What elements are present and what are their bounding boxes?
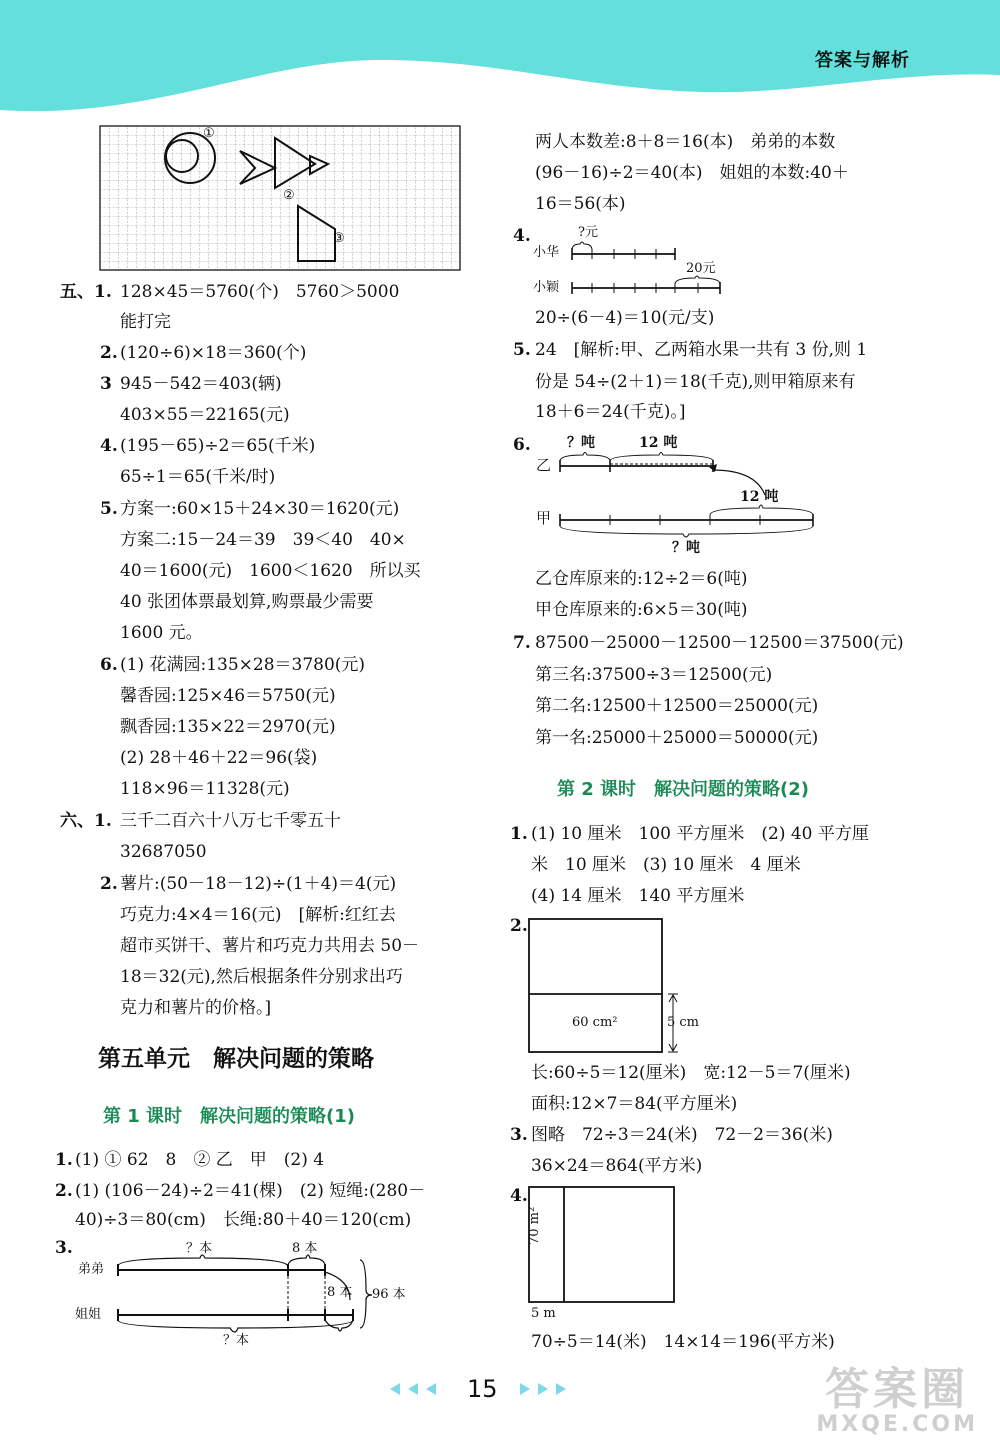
diag-xiaohua: 小华	[533, 245, 560, 260]
diag-xiaoying: 小颖	[533, 280, 560, 295]
r-q7-line1: 87500－25000－12500－12500＝37500(元)	[535, 633, 904, 653]
rectangle-diagram-1	[528, 918, 708, 1054]
q5-6-line1: (1) 花满园:135×28＝3780(元)	[120, 655, 366, 675]
r-top-line3: 16＝56(本)	[535, 194, 626, 214]
q5-6-line3: 飘香园:135×22＝2970(元)	[120, 717, 336, 737]
q5-1-line2: 能打完	[120, 312, 171, 332]
q5-5-line2: 方案二:15－24＝39 39＜40 40×	[120, 530, 406, 550]
l2-q2-line2: 面积:12×7＝84(平方厘米)	[531, 1094, 738, 1114]
grid-label-2: ②	[283, 188, 295, 203]
q6-2-line1: 薯片:(50－18－12)÷(1＋4)＝4(元)	[120, 874, 397, 894]
watermark-logo	[816, 1364, 978, 1437]
diag-eight-side: 8 本	[327, 1285, 353, 1300]
rect2-side: 5 m	[531, 1306, 556, 1321]
diag-q-top: ？本	[186, 1241, 213, 1256]
diag-brother: 弟弟	[78, 1262, 105, 1277]
q5-4-line1: (195－65)÷2＝65(千米)	[120, 436, 316, 456]
r-q4-answer: 20÷(6－4)＝10(元/支)	[535, 308, 715, 328]
q5-6-line4: (2) 28＋46＋22＝96(袋)	[120, 748, 318, 768]
r-q6-line1: 乙仓库原来的:12÷2＝6(吨)	[535, 569, 748, 589]
rectangle-diagram-2	[528, 1186, 678, 1304]
diag-yi: 乙	[536, 456, 552, 474]
q6-1-line1: 三千二百六十八万七千零五十	[120, 811, 341, 831]
q5-3-num: 3	[100, 374, 112, 394]
l2-q1-num: 1.	[510, 824, 528, 844]
l2-q1-line1: (1) 10 厘米 100 平方厘米 (2) 40 平方厘	[531, 824, 869, 844]
r-top-line2: (96－16)÷2＝40(本) 姐姐的本数:40＋	[535, 163, 849, 183]
l2-q2-line1: 长:60÷5＝12(厘米) 宽:12－5＝7(厘米)	[531, 1063, 851, 1083]
diag-q-yuan: ?元	[578, 225, 598, 240]
diag-twelve-ton-2: 12 吨	[740, 489, 779, 505]
r-q5-line1: 24 [解析:甲、乙两箱水果一共有 3 份,则 1	[535, 340, 868, 360]
q6-2-line5: 克力和薯片的价格。]	[120, 998, 272, 1018]
q5-6-num: 6.	[100, 655, 118, 675]
q5-5-line1: 方案一:60×15＋24×30＝1620(元)	[120, 499, 400, 519]
grid-figure	[100, 126, 462, 272]
rect1-side: 5 cm	[667, 1015, 700, 1030]
r-q7-line4: 第一名:25000＋25000＝50000(元)	[535, 728, 819, 748]
l2-q3-line1: 图略 72÷3＝24(米) 72－2＝36(米)	[531, 1125, 833, 1145]
q5-2-num: 2.	[100, 343, 118, 363]
diag-q-bottom: ？本	[223, 1333, 250, 1348]
r-q5-line3: 18＋6＝24(千克)。]	[535, 402, 686, 422]
diag-total: 96 本	[372, 1287, 406, 1302]
q5-6-line5: 118×96＝11328(元)	[120, 779, 290, 799]
r-q6-line2: 甲仓库原来的:6×5＝30(吨)	[535, 600, 748, 620]
q6-2-line2: 巧克力:4×4＝16(元) [解析:红红去	[120, 905, 396, 925]
q5-5-line4: 40 张团体票最划算,购票最少需要	[120, 592, 374, 612]
l1-q3-num: 3.	[55, 1238, 73, 1258]
r-q5-num: 5.	[513, 340, 531, 360]
lesson1-title: 第 1 课时 解决问题的策略(1)	[103, 1106, 356, 1127]
watermark-url: MXQE.COM	[816, 1412, 978, 1437]
header-title: 答案与解析	[815, 50, 910, 71]
l2-q1-line2: 米 10 厘米 (3) 10 厘米 4 厘米	[531, 855, 801, 875]
diag-twelve-ton: 12 吨	[639, 435, 678, 451]
r-q5-line2: 份是 54÷(2＋1)＝18(千克),则甲箱原来有	[535, 372, 856, 392]
r-top-line1: 两人本数差:8＋8＝16(本) 弟弟的本数	[535, 132, 836, 152]
q5-label: 五、1.	[60, 282, 112, 302]
diag-sister: 姐姐	[75, 1307, 102, 1322]
l1-q2-line2: 40)÷3＝80(cm) 长绳:80＋40＝120(cm)	[75, 1210, 412, 1230]
grid-label-1: ①	[203, 126, 215, 141]
q5-5-line5: 1600 元。	[120, 623, 203, 643]
l1-q2-line1: (1) (106－24)÷2＝41(棵) (2) 短绳:(280－	[75, 1181, 426, 1201]
unit-title: 第五单元 解决问题的策略	[98, 1046, 374, 1072]
l2-q2-num: 2.	[510, 916, 528, 936]
q6-1-line2: 32687050	[120, 842, 207, 862]
q5-3-line1: 945－542＝403(辆)	[120, 374, 282, 394]
r-q7-line3: 第二名:12500＋12500＝25000(元)	[535, 696, 819, 716]
q6-2-line4: 18＝32(元),然后根据条件分别求出巧	[120, 967, 403, 987]
diag-twenty-yuan: 20元	[686, 261, 716, 276]
page-number: 15	[467, 1375, 498, 1403]
q5-4-line2: 65÷1＝65(千米/时)	[120, 467, 276, 487]
q5-2-text: (120÷6)×18＝360(个)	[120, 343, 307, 363]
lesson2-title: 第 2 课时 解决问题的策略(2)	[557, 779, 810, 800]
l2-q4-line1: 70÷5＝14(米) 14×14＝196(平方米)	[531, 1332, 835, 1352]
diag-eight-top: 8 本	[292, 1241, 318, 1256]
l1-q1-text: (1) ① 62 8 ② 乙 甲 (2) 4	[75, 1150, 325, 1170]
q6-2-num: 2.	[100, 874, 118, 894]
l1-q2-num: 2.	[55, 1181, 73, 1201]
rect2-area: 70 m²	[527, 1206, 542, 1245]
q5-4-num: 4.	[100, 436, 118, 456]
diag-q-ton-2: ？吨	[672, 540, 700, 556]
q5-3-line2: 403×55＝22165(元)	[120, 405, 290, 425]
q6-label: 六、1.	[60, 811, 112, 831]
rect1-area: 60 cm²	[572, 1015, 618, 1030]
q5-6-line2: 馨香园:125×46＝5750(元)	[120, 686, 336, 706]
q5-5-line3: 40＝1600(元) 1600＜1620 所以买	[120, 561, 421, 581]
l1-q1-num: 1.	[55, 1150, 73, 1170]
q5-1-line1: 128×45＝5760(个) 5760＞5000	[120, 282, 400, 302]
l2-q3-line2: 36×24＝864(平方米)	[531, 1156, 703, 1176]
r-q6-num: 6.	[513, 435, 531, 455]
r-q4-num: 4.	[513, 226, 531, 246]
l2-q4-num: 4.	[510, 1186, 528, 1206]
diag-q-ton: ？吨	[567, 435, 595, 451]
r-q7-num: 7.	[513, 633, 531, 653]
l2-q1-line3: (4) 14 厘米 140 平方厘米	[531, 886, 745, 906]
grid-label-3: ③	[333, 231, 345, 246]
diag-jia: 甲	[536, 509, 552, 527]
watermark-text: 答案圈	[825, 1364, 970, 1415]
r-q7-line2: 第三名:37500÷3＝12500(元)	[535, 665, 773, 685]
q6-2-line3: 超市买饼干、薯片和巧克力共用去 50－	[120, 936, 420, 956]
q5-5-num: 5.	[100, 499, 118, 519]
l2-q3-num: 3.	[510, 1125, 528, 1145]
